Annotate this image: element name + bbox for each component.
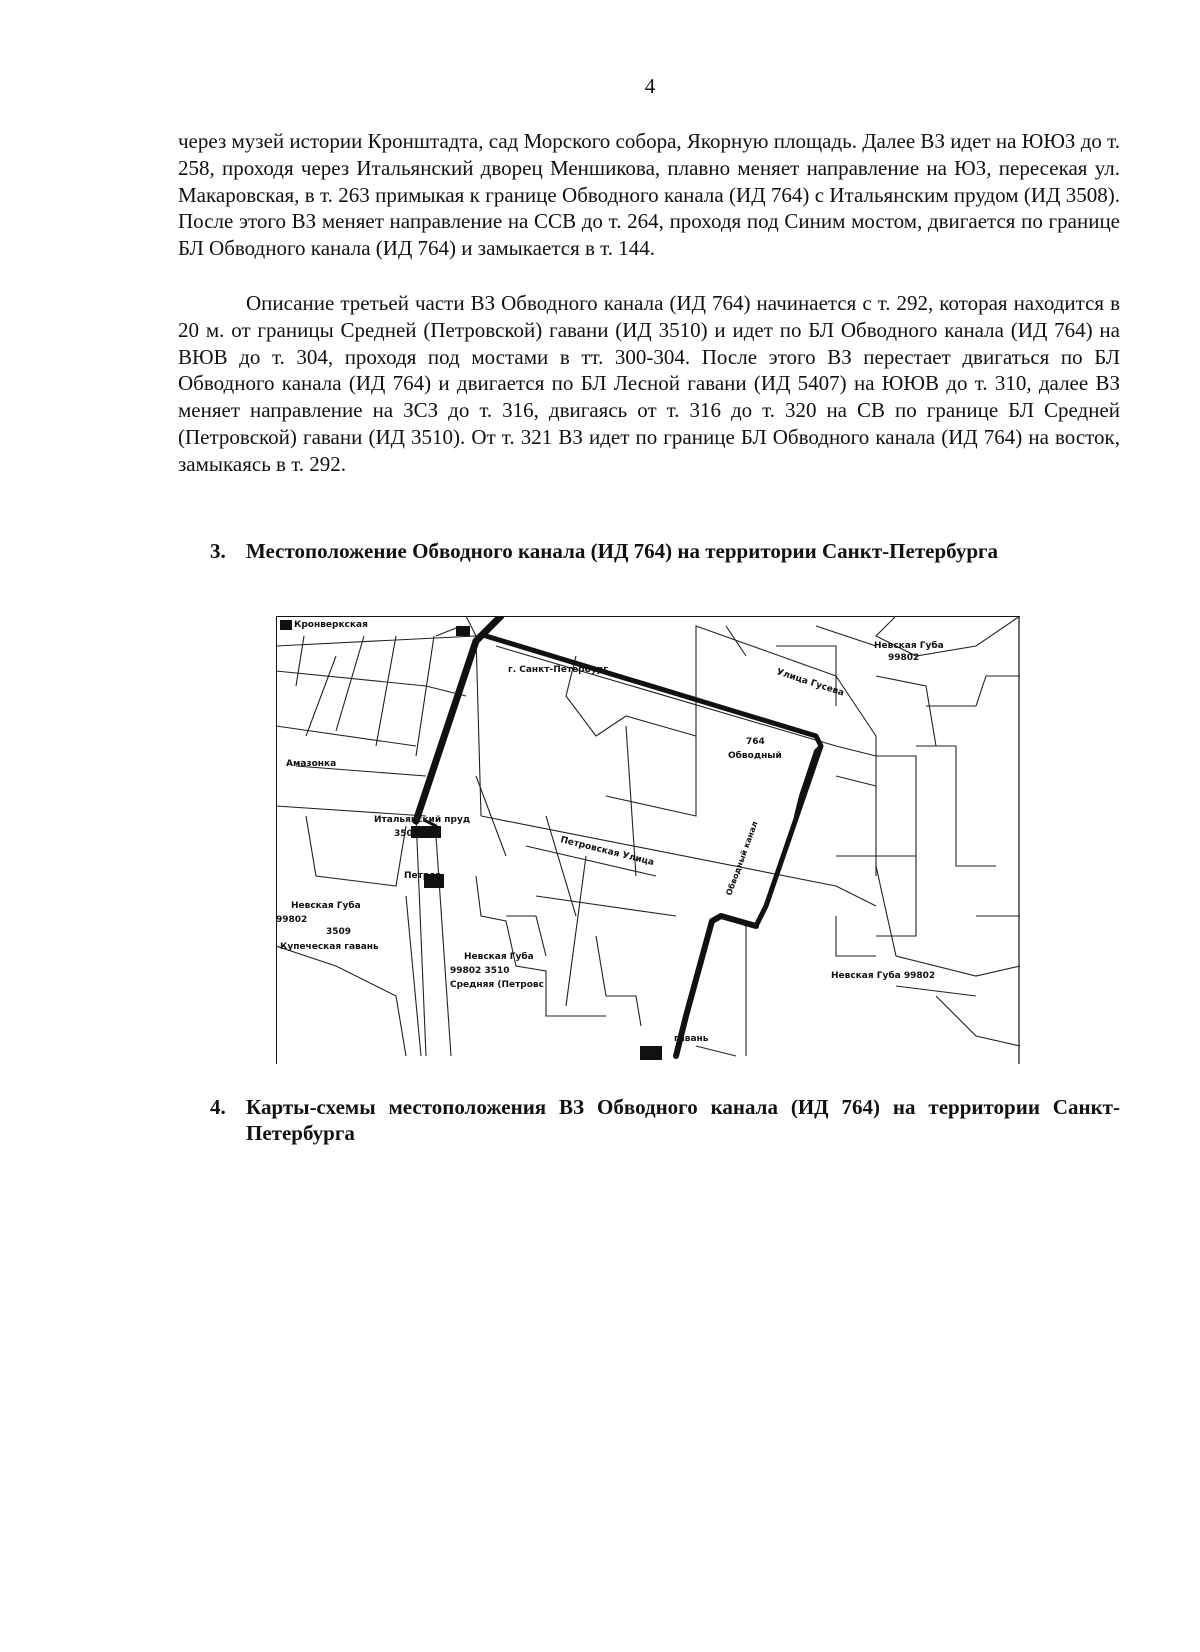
label-kupecheskaya: Купеческая гавань bbox=[280, 942, 379, 952]
label-obvodny-2: Обводный bbox=[728, 751, 782, 761]
section-4-heading bbox=[210, 1094, 1120, 1146]
label-srednyaya: Средняя (Петровс bbox=[450, 980, 544, 990]
label-nevskaya-guba-s-2: 99802 3510 bbox=[450, 966, 510, 976]
label-italian-pond-2: 3508 bbox=[394, 829, 420, 839]
label-nevskaya-guba-s-1: Невская Губа bbox=[464, 952, 534, 962]
label-nevskaya-guba-w-2: 99802 bbox=[276, 915, 308, 925]
section-3-heading bbox=[210, 538, 1120, 564]
section-3-title: Местоположение Обводного канала (ИД 764) на территории Санкт-Петербурга bbox=[246, 539, 999, 563]
label-petrovskaya-street: Петровская Улица bbox=[559, 835, 656, 869]
label-city: г. Санкт-Петербург bbox=[508, 665, 608, 675]
section-3-number: 3. bbox=[210, 539, 226, 563]
paragraph-1: через музей истории Кронштадта, сад Морского собора, Якорную площадь. Далее ВЗ идет на ЮЮЗ до т. 258, проходя через Итальянский дворец Меншикова, плавно меняет направление на ЮЗ, пересекая ул. Макаровская, в т. 263 примыкая к границе Обводного канала (ИД 764) с Итальянским прудом (ИД 3508). После этого ВЗ меняет направление на ССВ до т. 264, проходя под Синим мостом, двигается по границе БЛ Обводного канала (ИД 764) и замыкается в т. 144. bbox=[178, 129, 1120, 261]
label-gusev-street: Улица Гусева bbox=[775, 667, 846, 699]
label-kronverk: Кронверкская bbox=[294, 620, 368, 630]
page-number: 4 bbox=[644, 74, 656, 98]
section-4-number: 4. bbox=[210, 1095, 226, 1119]
label-nevskaya-guba-w-3: 3509 bbox=[326, 927, 352, 937]
label-obvodny-1: 764 bbox=[746, 737, 765, 747]
label-italian-pond-1: Итальянский пруд bbox=[374, 815, 471, 825]
paragraph-2: Описание третьей части ВЗ Обводного канала (ИД 764) начинается с т. 292, которая находится в 20 м. от границы Средней (Петровской) гавани (ИД 3510) и идет по БЛ Обводного канала (ИД 764) на ВЮВ до т. 304, проходя под мостами в тт. 300-304. После этого ВЗ перестает двигаться по БЛ Обводного канала (ИД 764) и двигается по БЛ Лесной гавани (ИД 5407) на ЮЮВ до т. 310, далее ВЗ меняет направление на ЗСЗ до т. 316, двигаясь от т. 316 до т. 320 на СВ по границе БЛ Средней (Петровской) гавани (ИД 3510). От т. 321 ВЗ идет по границе БЛ Обводного канала (ИД 764) на восток, замыкаясь в т. 292. bbox=[178, 291, 1120, 476]
label-nevskaya-guba-w-1: Невская Губа bbox=[291, 901, 361, 911]
label-nevskaya-guba-se: Невская Губа 99802 bbox=[831, 971, 936, 981]
label-nevskaya-guba-ne-1: Невская Губа bbox=[874, 641, 944, 651]
label-gavan: гавань bbox=[674, 1034, 709, 1044]
label-petrov: Петров bbox=[404, 871, 442, 881]
label-amazonka: Амазонка bbox=[286, 759, 337, 769]
label-obvodny-embankment: Обводный канал bbox=[724, 820, 760, 897]
section-4-title: Карты-схемы местоположения ВЗ Обводного канала (ИД 764) на территории Санкт-Петербурга bbox=[246, 1095, 1120, 1145]
label-nevskaya-guba-ne-2: 99802 bbox=[888, 653, 920, 663]
location-map bbox=[276, 616, 1020, 1064]
